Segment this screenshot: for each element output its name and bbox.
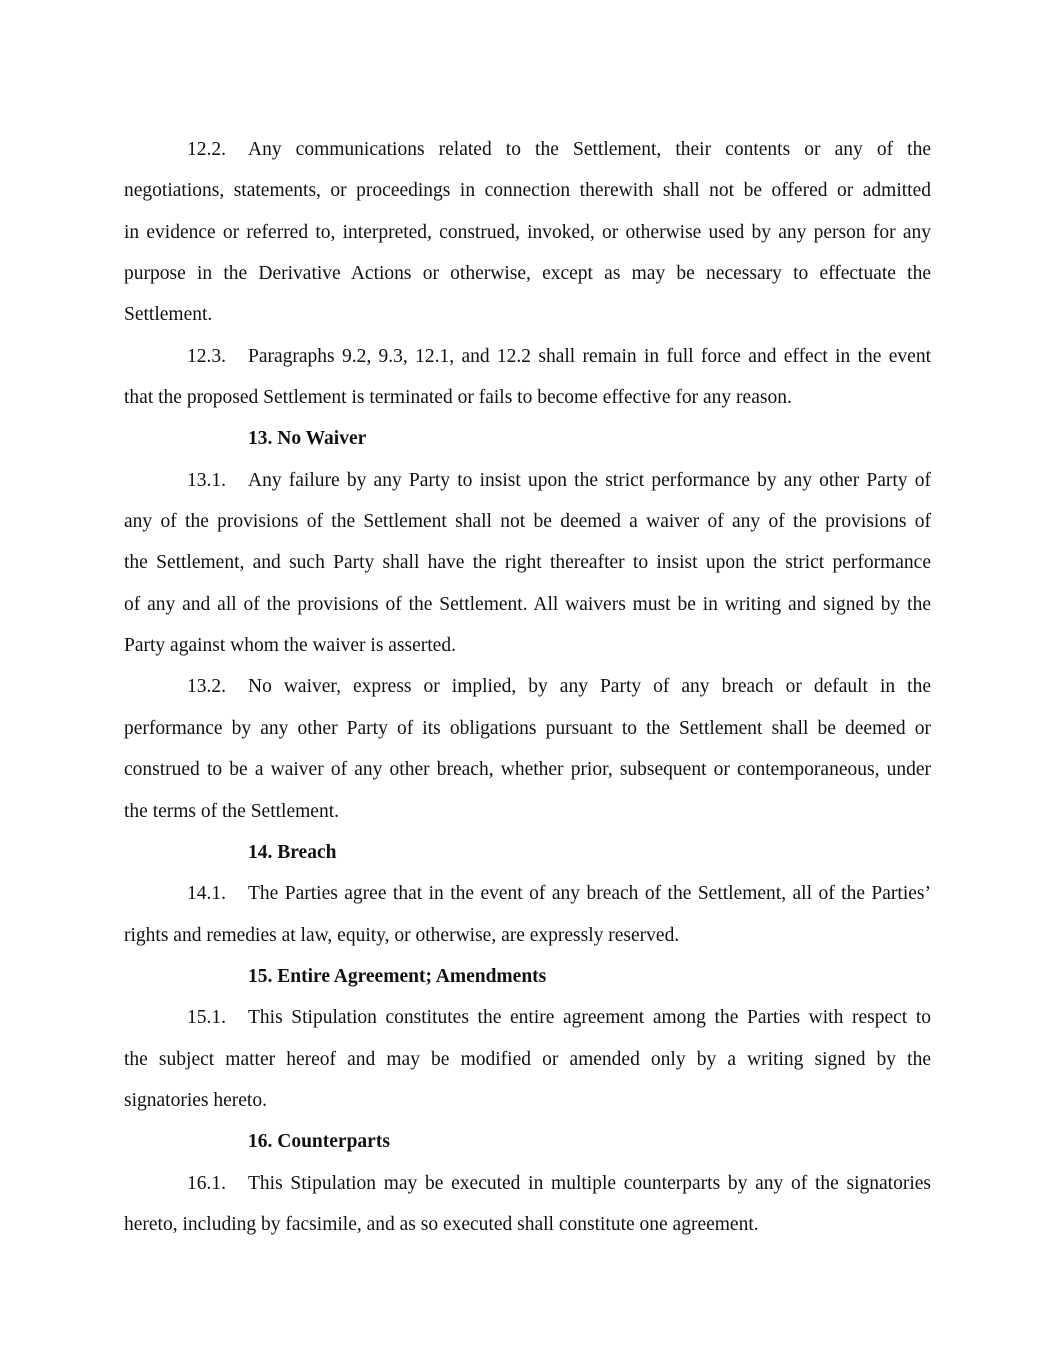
paragraph-15-1 xyxy=(124,997,931,1121)
line-text: Any communications related to the Settlement, their contents or any of the xyxy=(248,139,931,160)
paragraph-line xyxy=(124,170,931,211)
line-text: This Stipulation constitutes the entire agreement among the Parties with respect to xyxy=(248,1007,931,1029)
paragraph-line xyxy=(124,666,931,707)
paragraph-line xyxy=(124,997,931,1038)
paragraph-line xyxy=(124,873,931,914)
paragraph-line xyxy=(124,542,931,583)
paragraph-line xyxy=(124,749,931,790)
paragraph-number: 13.2. xyxy=(187,676,226,698)
line-text: that the proposed Settlement is terminated or fails to become effective for any reason. xyxy=(124,387,792,409)
section-heading: 13. No Waiver xyxy=(248,428,367,450)
line-text: Party against whom the waiver is asserted. xyxy=(124,635,456,657)
paragraph-14-1 xyxy=(124,873,931,956)
paragraph-number: 14.1. xyxy=(187,883,226,905)
paragraph-line xyxy=(124,1039,931,1080)
line-text: This Stipulation may be executed in multiple counterparts by any of the signatories xyxy=(248,1172,931,1194)
section-heading: 14. Breach xyxy=(248,841,337,863)
line-text: the Settlement, and such Party shall have the right thereafter to insist upon the strict performance xyxy=(124,552,931,574)
line-text: of any and all of the provisions of the Settlement. All waivers must be in writing and signed by the xyxy=(124,593,931,615)
line-text: purpose in the Derivative Actions or otherwise, except as may be necessary to effectuate the xyxy=(124,263,931,285)
paragraph-line xyxy=(124,791,931,832)
line-text: construed to be a waiver of any other breach, whether prior, subsequent or contemporaneous, under xyxy=(124,759,931,781)
paragraph-13-1 xyxy=(124,460,931,667)
line-text: the subject matter hereof and may be modified or amended only by a writing signed by the xyxy=(124,1048,931,1070)
paragraph-line xyxy=(124,253,931,294)
paragraph-line xyxy=(124,294,931,335)
line-text: Any failure by any Party to insist upon the strict performance by any other Party of xyxy=(248,469,931,491)
paragraph-16-1 xyxy=(124,1163,931,1246)
section-heading: 15. Entire Agreement; Amendments xyxy=(248,965,547,987)
paragraph-12-2 xyxy=(124,129,931,336)
line-text: Settlement. xyxy=(124,304,213,326)
section-heading: 16. Counterparts xyxy=(248,1131,390,1153)
paragraph-line xyxy=(124,460,931,501)
line-text: signatories hereto. xyxy=(124,1089,267,1111)
line-text: any of the provisions of the Settlement shall not be deemed a waiver of any of the provisions of xyxy=(124,511,931,533)
paragraph-number: 15.1. xyxy=(187,1007,226,1029)
paragraph-line xyxy=(124,1080,931,1121)
paragraph-line xyxy=(124,1204,931,1245)
line-text: The Parties agree that in the event of any breach of the Settlement, all of the Parties’ xyxy=(248,883,931,905)
paragraph-line xyxy=(124,584,931,625)
paragraph-number: 12.3. xyxy=(187,345,226,367)
document-page xyxy=(124,129,931,1245)
paragraph-line xyxy=(124,377,931,418)
paragraph-number: 13.1. xyxy=(187,469,226,491)
line-text: negotiations, statements, or proceedings in connection therewith shall not be offered or admitted xyxy=(124,180,931,202)
line-text: the terms of the Settlement. xyxy=(124,800,339,822)
paragraph-line xyxy=(124,501,931,542)
line-text: No waiver, express or implied, by any Party of any breach or default in the xyxy=(248,676,931,698)
paragraph-line xyxy=(124,915,931,956)
paragraph-line xyxy=(124,212,931,253)
paragraph-number: 16.1. xyxy=(187,1172,226,1194)
line-text: Paragraphs 9.2, 9.3, 12.1, and 12.2 shall remain in full force and effect in the event xyxy=(248,345,931,367)
line-text: performance by any other Party of its obligations pursuant to the Settlement shall be deemed or xyxy=(124,717,931,739)
paragraph-number: 12.2. xyxy=(187,139,226,160)
paragraph-line xyxy=(124,1163,931,1204)
paragraph-13-2 xyxy=(124,666,931,831)
paragraph-line xyxy=(124,336,931,377)
paragraph-line xyxy=(124,129,931,170)
line-text: rights and remedies at law, equity, or otherwise, are expressly reserved. xyxy=(124,924,680,946)
paragraph-12-3 xyxy=(124,336,931,419)
paragraph-line xyxy=(124,625,931,666)
paragraph-line xyxy=(124,708,931,749)
line-text: in evidence or referred to, interpreted, construed, invoked, or otherwise used by any person for any xyxy=(124,221,931,243)
line-text: hereto, including by facsimile, and as so executed shall constitute one agreement. xyxy=(124,1213,759,1235)
